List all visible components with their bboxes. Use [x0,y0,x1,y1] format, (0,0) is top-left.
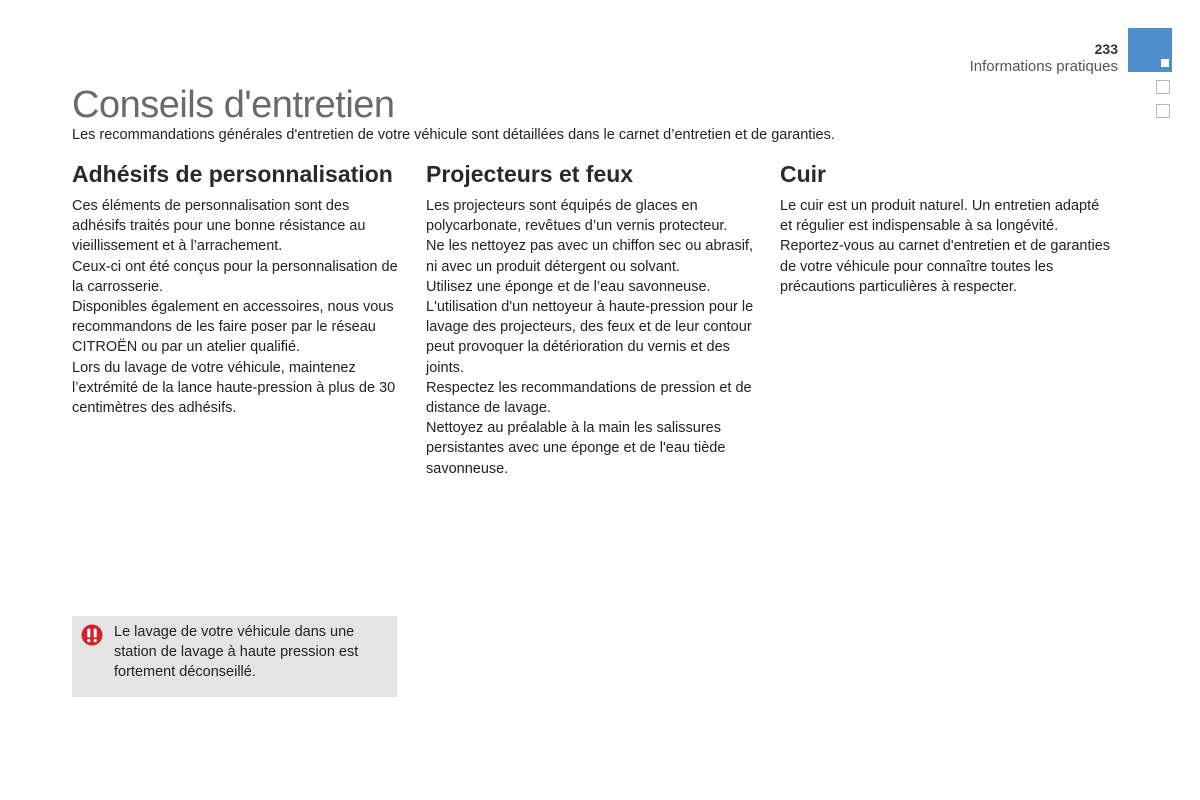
section-tab-square-2 [1156,104,1170,118]
paragraph: Ne les nettoyez pas avec un chiffon sec ou abrasif, ni avec un produit détergent ou solvant. [426,238,753,275]
tab-marker-dot [1161,59,1169,67]
paragraph: Nettoyez au préalable à la main les salissures persistantes avec une éponge et de l'eau tiède savonneuse. [426,420,726,477]
section-tab-marker [1128,28,1172,72]
warning-exclamation-icon [81,624,103,646]
paragraph: Ceux-ci ont été conçus pour la personnalisation de la carrosserie. [72,258,398,295]
heading-cuir: Cuir [780,161,826,187]
paragraph: Disponibles également en accessoires, nous vous recommandons de les faire poser par le réseau CITROËN ou par un atelier qualifié. [72,299,394,356]
column-cuir [780,162,1115,297]
paragraph: Utilisez une éponge et de l’eau savonneuse. [426,278,711,295]
heading-projecteurs: Projecteurs et feux [426,161,634,187]
paragraph: L'utilisation d'un nettoyeur à haute-pression pour le lavage des projecteurs, des feux et de leur contour peut provoquer la détérioration du vernis et des joints. [426,299,754,376]
paragraph: Ces éléments de personnalisation sont des adhésifs traités pour une bonne résistance au vieillissement et à l’arrachement. [72,198,366,255]
column-projecteurs [426,162,756,479]
paragraph: Le cuir est un produit naturel. Un entretien adapté et régulier est indispensable à sa longévité. [780,198,1100,235]
page-title: Conseils d'entretien [72,84,395,126]
warning-text: Le lavage de votre véhicule dans une station de lavage à haute pression est fortement déconseillé. [114,624,359,681]
heading-adhesifs: Adhésifs de personnalisation [72,161,393,187]
paragraph: Reportez-vous au carnet d'entretien et de garanties de votre véhicule pour connaître toutes les précautions particulières à respecter. [780,238,1111,295]
section-tab-square-1 [1156,80,1170,94]
paragraph: Les projecteurs sont équipés de glaces en polycarbonate, revêtues d’un vernis protecteur. [426,198,728,235]
paragraph: Respectez les recommandations de pression et de distance de lavage. [426,379,752,417]
section-label: Informations pratiques [969,58,1118,75]
column-adhesifs [72,162,402,418]
page-number: 233 [1094,41,1118,57]
paragraph: Lors du lavage de votre véhicule, maintenez l’extrémité de la lance haute-pression à plus de 30 centimètres des adhésifs. [72,359,396,417]
intro-text: Les recommandations générales d'entretien de votre véhicule sont détaillées dans le carnet d’entretien et de garanties. [72,127,835,143]
warning-box [72,616,397,697]
